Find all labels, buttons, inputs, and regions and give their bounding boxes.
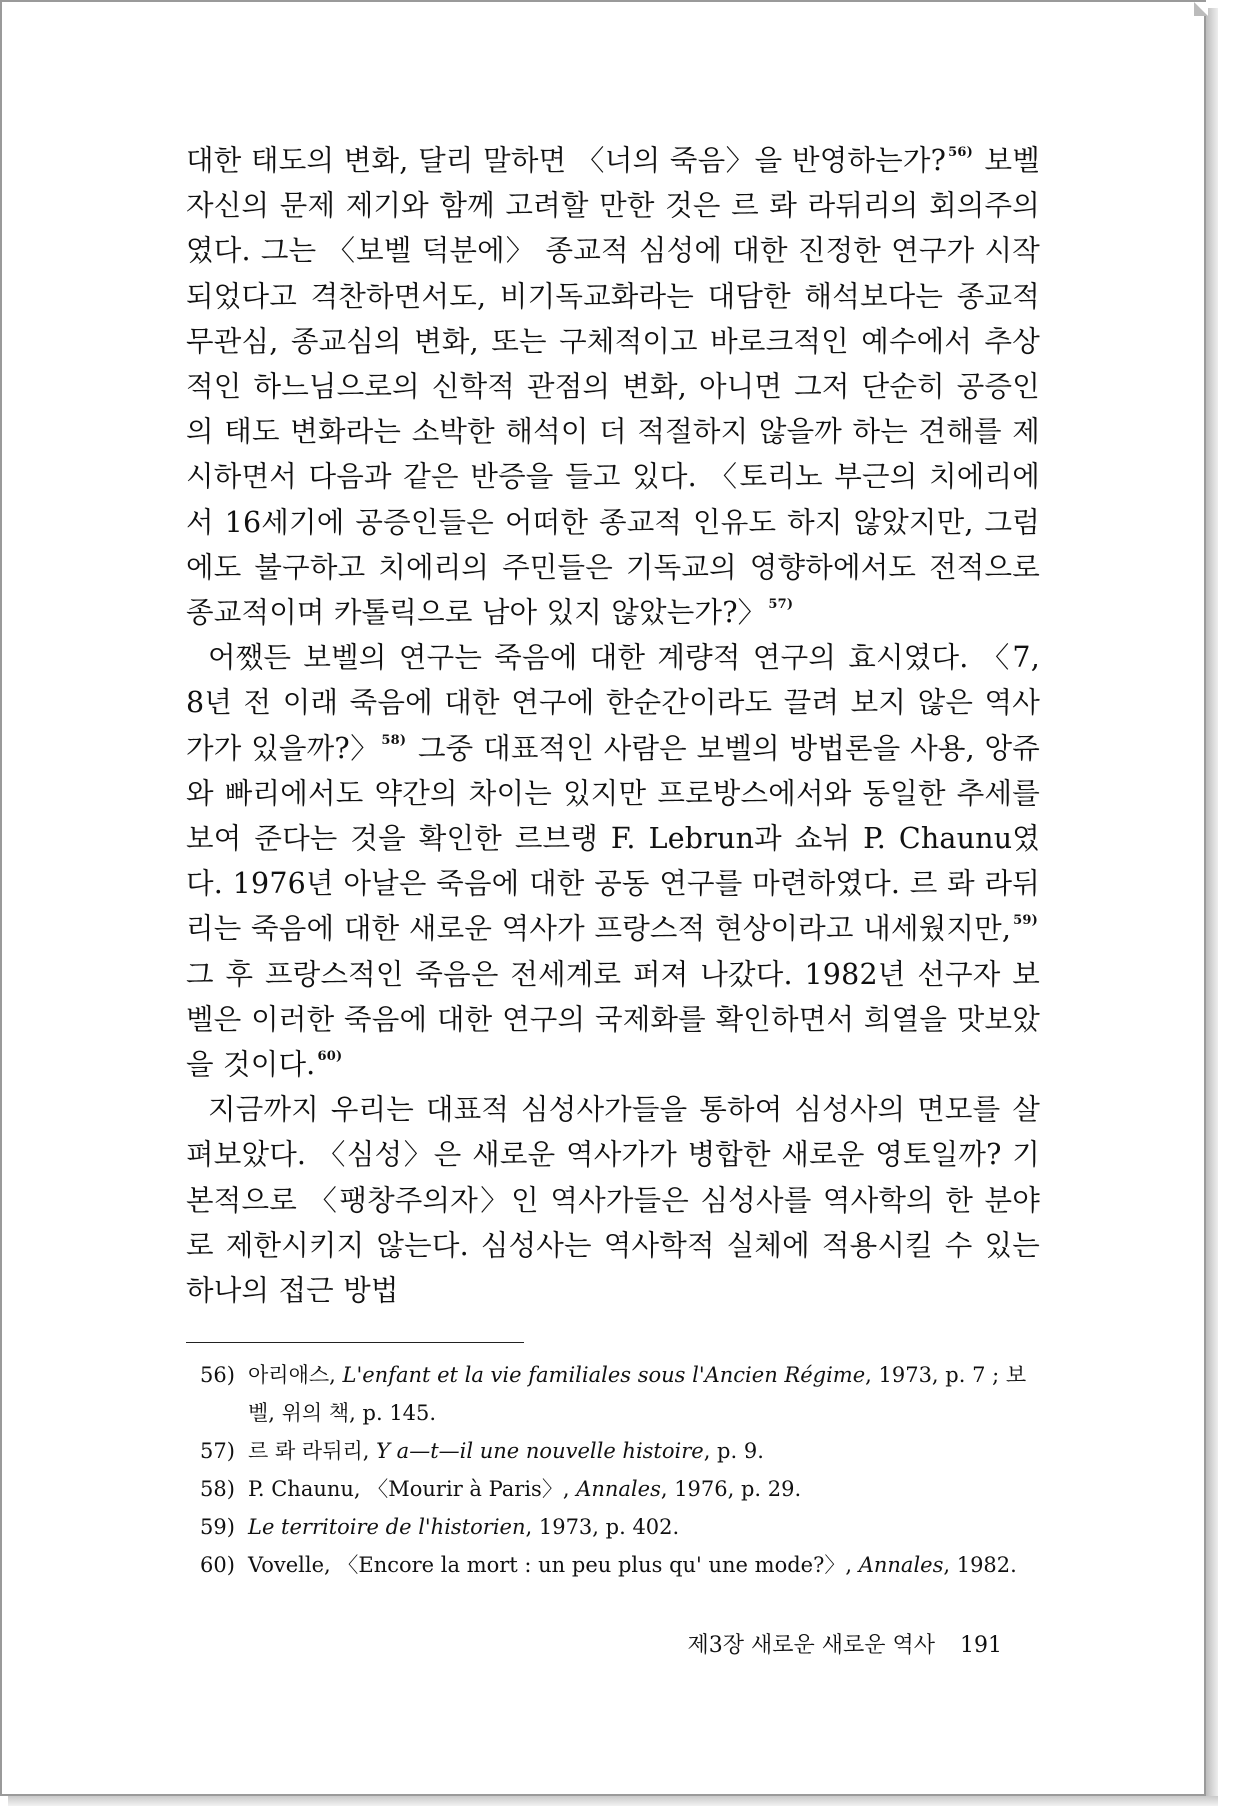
body-text [186, 138, 1040, 1313]
running-footer [688, 1628, 1003, 1659]
footnote-text [248, 1432, 1040, 1470]
footnote-title: Annales [858, 1553, 944, 1577]
footnotes [200, 1356, 1040, 1584]
footnote-number: 59) [200, 1515, 235, 1539]
footnote-segment: , p. 9. [703, 1439, 764, 1463]
paragraph-text: 어쨌든 보벨의 연구는 죽음에 대한 계량적 연구의 효시였다. 〈7, 8년 전 이래 죽음에 대한 연구에 한순간이라도 끌려 보지 않은 역사가가 있을까?〉 [186, 641, 1040, 765]
footnote-segment: , 1976, p. 29. [660, 1477, 802, 1501]
footnote-reference[interactable]: 56) [948, 145, 973, 160]
page-number: 191 [960, 1633, 1002, 1658]
paragraph-text: 대한 태도의 변화, 달리 말하면 〈너의 죽음〉을 반영하는가? [186, 144, 947, 177]
paragraph [186, 1087, 1040, 1313]
paragraph-text: 그 후 프랑스적인 죽음은 전세계로 퍼져 나갔다. 1982년 선구자 보벨은 이러한 죽음에 대한 연구의 국제화를 확인하면서 희열을 맛보았을 것이다. [186, 957, 1040, 1082]
footnote-segment: 아리애스, [248, 1363, 343, 1387]
footnote-segment: Vovelle, 〈Encore la mort : un peu plus qu' une mode?〉, [248, 1553, 859, 1577]
paragraph-text: 지금까지 우리는 대표적 심성사가들을 통하여 심성사의 면모를 살펴보았다. 〈심성〉은 새로운 역사가가 병합한 새로운 영토일까? 기본적으로 〈팽창주의자〉인 역사가들은 심성사를 역사학의 한 분야로 제한시키지 않는다. 심성사는 역사학적 실체에 적용시킬 수 있는 하나의 접근 방법 [186, 1093, 1040, 1308]
footnote-title: L'enfant et la vie familiales sous l'Ancien Régime [342, 1363, 866, 1387]
footnote-reference[interactable]: 57) [768, 597, 794, 613]
footnote-segment: 르 롸 라뒤리, [248, 1439, 377, 1463]
footnote-number: 58) [200, 1477, 235, 1501]
footnote-segment: , 1973, p. 402. [525, 1515, 680, 1539]
footnote-item [200, 1432, 1040, 1470]
paragraph [186, 138, 1040, 635]
footnote-item [200, 1470, 1040, 1508]
footnote-segment: , 1982. [943, 1553, 1017, 1577]
footnote-segment: , 1973, p. 7 ; 보벨, 위의 책, p. 145. [248, 1363, 1027, 1425]
footnote-title: Le territoire de l'historien [248, 1515, 526, 1539]
footnote-item [200, 1508, 1040, 1546]
page-corner-fold [1194, 2, 1208, 16]
footnote-title: Annales [576, 1477, 661, 1501]
footnote-reference[interactable]: 59) [1013, 913, 1038, 929]
footnote-text [248, 1356, 1040, 1432]
footnote-number: 57) [200, 1439, 235, 1463]
page-edge-shadow [1206, 8, 1218, 1798]
paragraph-text: 그중 대표적인 사람은 보벨의 방법론을 사용, 앙쥬와 빠리에서도 약간의 차이는 있지만 프로방스에서와 동일한 추세를 보여 준다는 것을 확인한 르브랭 F. Lebrun과 쇼뉘 P. Chaunu였다. 1976년 아날은 죽음에 대한 공동 연구를 마련하였다. 르 롸 라뒤리는 죽음에 대한 새로운 역사가 프랑스적 현상이라고 내세웠지만, [186, 731, 1040, 946]
footnote-item [200, 1356, 1040, 1432]
running-head: 제3장 새로운 새로운 역사 [687, 1633, 935, 1658]
footnote-text [248, 1470, 1040, 1508]
page-bottom-shadow [8, 1796, 1218, 1806]
footnote-number: 60) [200, 1553, 235, 1577]
footnote-text [248, 1546, 1040, 1584]
footnote-number: 56) [200, 1363, 235, 1387]
footnote-divider [186, 1342, 524, 1343]
footnote-reference[interactable]: 58) [381, 732, 407, 748]
footnote-segment: P. Chaunu, 〈Mourir à Paris〉, [248, 1477, 577, 1501]
footnote-title: Y a—t—il une nouvelle histoire [376, 1439, 704, 1463]
footnote-text [248, 1508, 1040, 1546]
paragraph-text: 보벨 자신의 문제 제기와 함께 고려할 만한 것은 르 롸 라뒤리의 회의주의였다. 그는 〈보벨 덕분에〉 종교적 심성에 대한 진정한 연구가 시작되었다고 격찬하면서도, 비기독교화라는 대담한 해석보다는 종교적 무관심, 종교심의 변화, 또는 구체적이고 바로크적인 예수에서 추상적인 하느님으로의 신학적 관점의 변화, 아니면 그저 단순히 공증인의 태도 변화라는 소박한 해석이 더 적절하지 않을까 하는 견해를 제시하면서 다음과 같은 반증을 들고 있다. 〈토리노 부근의 치에리에서 16세기에 공증인들은 어떠한 종교적 인유도 하지 않았지만, 그럼에도 불구하고 치에리의 주민들은 기독교의 영향하에서도 전적으로 종교적이며 카톨릭으로 남아 있지 않았는가?〉 [186, 144, 1040, 630]
footnote-reference[interactable]: 60) [317, 1049, 343, 1065]
paragraph [186, 635, 1040, 1087]
footnote-item [200, 1546, 1040, 1584]
